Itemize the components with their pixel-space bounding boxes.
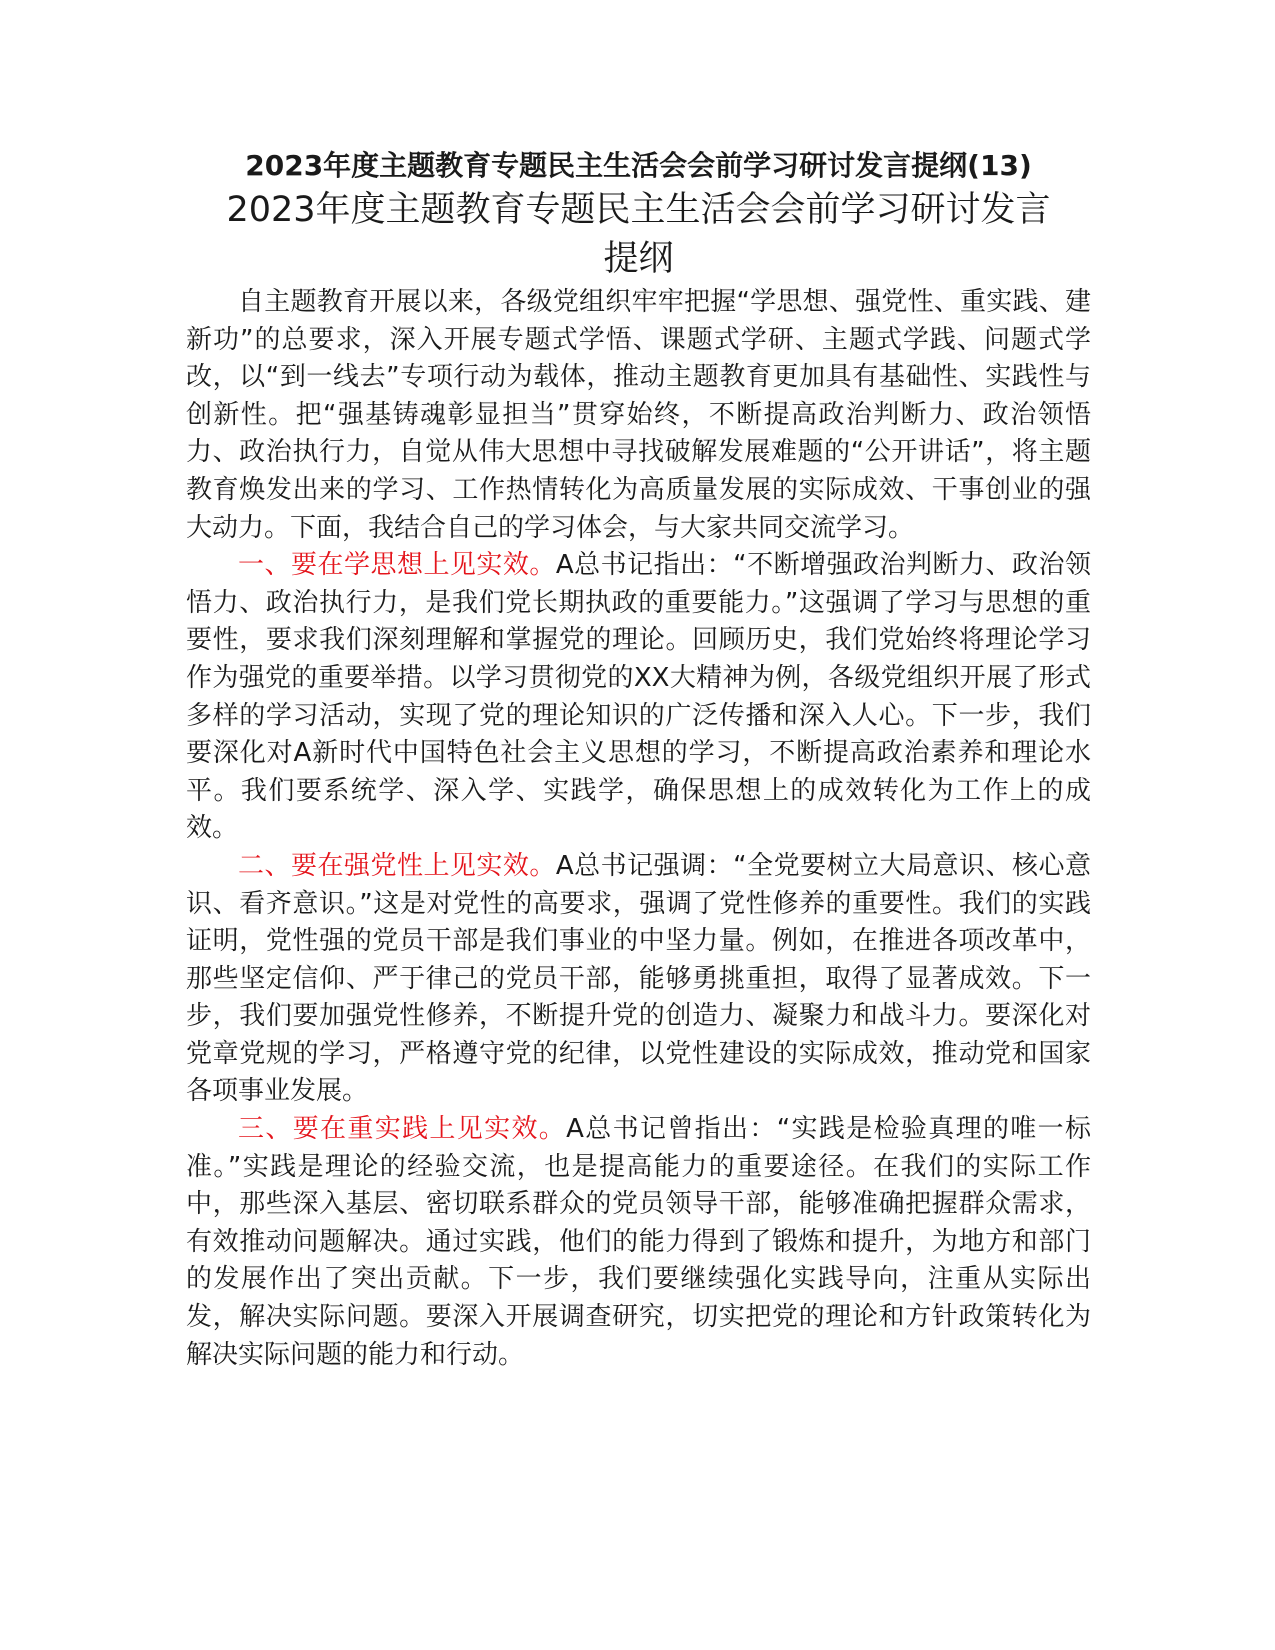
intro-paragraph: 自主题教育开展以来，各级党组织牢牢把握“学思想、强党性、重实践、建新功”的总要求，深入开展专题式学悟、课题式学研、主题式学践、问题式学改，以“到一线去”专项行动为载体，推动主题教育更加具有基础性、实践性与创新性。把“强基铸魂彰显担当”贯穿始终，不断提高政治判断力、政治领悟力、政治执行力，自觉从伟大思想中寻找破解发展难题的“公开讲话”，将主题教育焕发出来的学习、工作热情转化为高质量发展的实际成效、干事创业的强大动力。下面，我结合自己的学习体会，与大家共同交流学习。 bbox=[186, 287, 1091, 543]
section-body-2: A总书记强调：“全党要树立大局意识、核心意识、看齐意识。”这是对党性的高要求，强调了党性修养的重要性。我们的实践证明，党性强的党员干部是我们事业的中坚力量。例如，在推进各项改革中，那些坚定信仰、严于律己的党员干部，能够勇挑重担，取得了显著成效。下一步，我们要加强党性修养，不断提升党的创造力、凝聚力和战斗力。要深化对党章党规的学习，严格遵守党的纪律，以党性建设的实际成效，推动党和国家各项事业发展。 bbox=[186, 850, 1091, 1107]
section-paragraph-3 bbox=[186, 1111, 1091, 1374]
document-title: 2023年度主题教育专题民主生活会会前学习研讨发言提纲(13) bbox=[245, 149, 1032, 182]
document-page bbox=[186, 146, 1091, 1374]
section-heading-3: 三、要在重实践上见实效。 bbox=[238, 1114, 567, 1145]
section-paragraph-2 bbox=[186, 848, 1091, 1111]
section-heading-2: 二、要在强党性上见实效。 bbox=[238, 850, 556, 881]
document-subtitle: 2023年度主题教育专题民主生活会会前学习研讨发言提纲 bbox=[226, 190, 1051, 279]
section-heading-1: 一、要在学思想上见实效。 bbox=[238, 550, 556, 581]
section-paragraph-1 bbox=[186, 547, 1091, 848]
section-body-1: A总书记指出：“不断增强政治判断力、政治领悟力、政治执行力，是我们党长期执政的重要能力。”这强调了学习与思想的重要性，要求我们深刻理解和掌握党的理论。回顾历史，我们党始终将理论学习作为强党的重要举措。以学习贯彻党的XX大精神为例，各级党组织开展了形式多样的学习活动，实现了党的理论知识的广泛传播和深入人心。下一步，我们要深化对A新时代中国特色社会主义思想的学习，不断提高政治素养和理论水平。我们要系统学、深入学、实践学，确保思想上的成效转化为工作上的成效。 bbox=[186, 550, 1091, 844]
section-body-3: A总书记曾指出：“实践是检验真理的唯一标准。”实践是理论的经验交流，也是提高能力的重要途径。在我们的实际工作中，那些深入基层、密切联系群众的党员领导干部，能够准确把握群众需求，有效推动问题解决。通过实践，他们的能力得到了锻炼和提升，为地方和部门的发展作出了突出贡献。下一步，我们要继续强化实践导向，注重从实际出发，解决实际问题。要深入开展调查研究，切实把党的理论和方针政策转化为解决实际问题的能力和行动。 bbox=[186, 1114, 1091, 1370]
